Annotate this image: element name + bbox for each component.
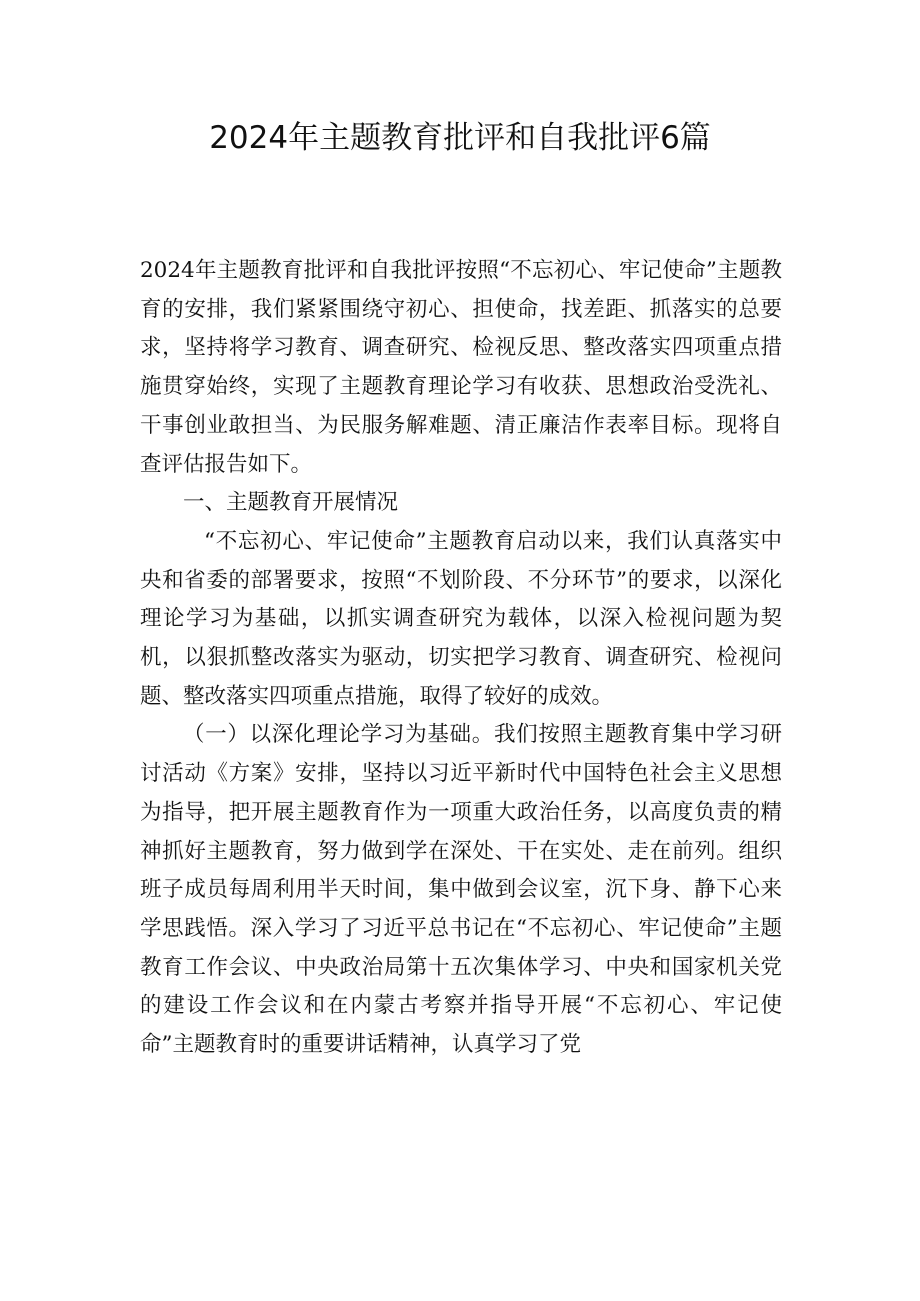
intro-paragraph: 2024年主题教育批评和自我批评按照“不忘初心、牢记使命”主题教育的安排，我们紧紧围绕守初心、担使命，找差距、抓落实的总要求，坚持将学习教育、调查研究、检视反思、整改落实四项重点措施贯穿始终，实现了主题教育理论学习有收获、思想政治受洗礼、干事创业敢担当、为民服务解难题、清正廉洁作表率目标。现将自查评估报告如下。 — [140, 258, 782, 477]
subsection-1-paragraph: （一）以深化理论学习为基础。我们按照主题教育集中学习研讨活动《方案》安排，坚持以习近平新时代中国特色社会主义思想为指导，把开展主题教育作为一项重大政治任务，以高度负责的精神抓好主题教育，努力做到学在深处、干在实处、走在前列。组织班子成员每周利用半天时间，集中做到会议室，沉下身、静下心来学思践悟。深入学习了习近平总书记在“不忘初心、牢记使命”主题教育工作会议、中央政治局第十五次集体学习、中央和国家机关党的建设工作会议和在内蒙古考察并指导开展“不忘初心、牢记使命”主题教育时的重要讲话精神，认真学习了党 — [140, 722, 782, 1058]
document-body — [140, 252, 782, 1065]
document-title: 2024年主题教育批评和自我批评6篇 — [209, 120, 711, 156]
section-heading-1: 一、主题教育开展情况 — [183, 490, 399, 516]
section-1-paragraph: “不忘初心、牢记使命”主题教育启动以来，我们认真落实中央和省委的部署要求，按照“不划阶段、不分环节”的要求，以深化理论学习为基础，以抓实调查研究为载体，以深入检视问题为契机，以狠抓整改落实为驱动，切实把学习教育、调查研究、检视问题、整改落实四项重点措施，取得了较好的成效。 — [140, 528, 782, 709]
